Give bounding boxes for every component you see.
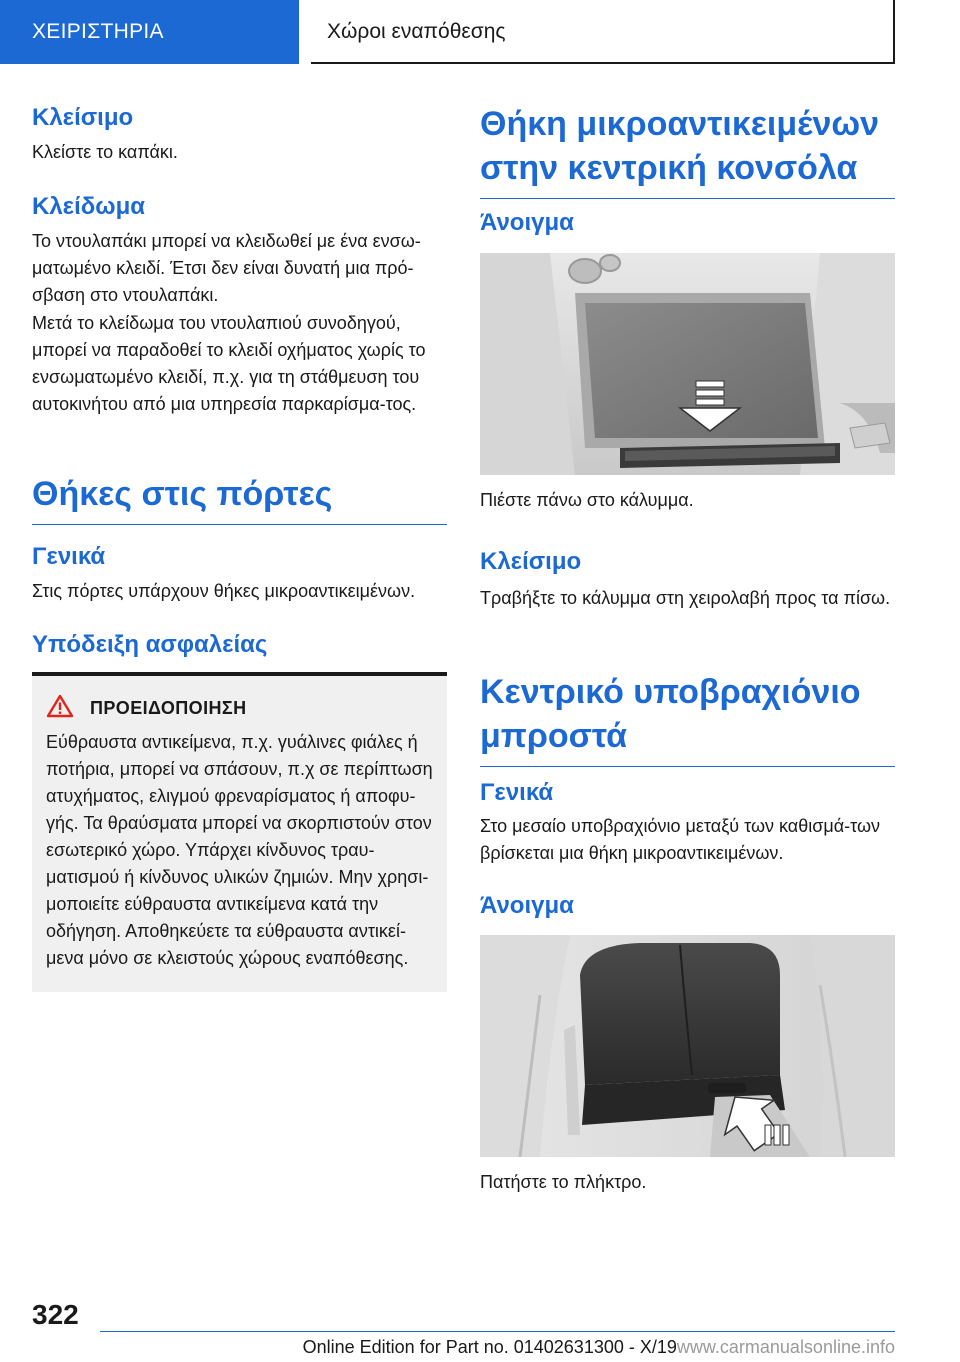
opening-heading: Άνοιγμα — [480, 209, 574, 236]
watermark-text[interactable]: www.carmanualsonline.info — [676, 1337, 895, 1357]
armrest-general-heading: Γενικά — [480, 779, 554, 806]
warning-box — [32, 672, 447, 992]
section-tab: ΧΕΙΡΙΣΤΗΡΙΑ — [0, 0, 299, 64]
armrest-photo — [480, 935, 895, 1157]
footer — [100, 1334, 895, 1360]
doors-general-heading: Γενικά — [32, 543, 106, 570]
console-compartment-heading: Θήκη μικροαντικειμένων στην κεντρική κονσόλα — [480, 102, 895, 199]
warning-text: Εύθραυστα αντικείμενα, π.χ. γυάλινες φιάλες ή ποτήρια, μπορεί να σπάσουν, π.χ σε περίπτωση ατυχήματος, ελιγμού φρεναρίσματος ή αποφυ-γής. Τα θραύσματα μπορεί να σκορπιστούν στον εσωτερικό χώρο. Υπάρχει κίνδυνος τραυ-ματισμού ή κίνδυνος υλικών ζημιών. Μην χρησι-μοποιείτε εύθραυστα αντικείμενα κατά την οδήγηση. Αποθηκεύετε τα εύθραυστα αντικεί-μενα μόνο σε κλειστούς χώρους εναπόθεσης. — [46, 732, 433, 968]
footer-rule — [100, 1331, 895, 1332]
page-number: 322 — [32, 1299, 79, 1330]
door-pockets-heading: Θήκες στις πόρτες — [32, 472, 447, 525]
warning-title: ΠΡΟΕΙΔΟΠΟΙΗΣΗ — [90, 698, 247, 718]
locking-heading: Κλείδωμα — [32, 193, 146, 220]
closing-text: Κλείστε το καπάκι. — [32, 142, 178, 162]
armrest-general-text: Στο μεσαίο υποβραχιόνιο μεταξύ των καθισμά-των βρίσκεται μια θήκη μικροαντικειμένων. — [480, 816, 880, 863]
opening2-caption: Πατήστε το πλήκτρο. — [480, 1172, 647, 1192]
doors-general-text: Στις πόρτες υπάρχουν θήκες μικροαντικειμένων. — [32, 581, 416, 601]
edition-text: Online Edition for Part no. 01402631300 - X/19 — [302, 1337, 677, 1357]
armrest-heading: Κεντρικό υποβραχιόνιο μπροστά — [480, 670, 895, 767]
console-compartment-photo — [480, 253, 895, 475]
warning-icon — [46, 694, 74, 723]
right-closing-heading: Κλείσιμο — [480, 548, 582, 575]
chapter-title: Χώροι εναπόθεσης — [311, 0, 895, 64]
opening-caption: Πιέστε πάνω στο κάλυμμα. — [480, 490, 694, 510]
opening2-heading: Άνοιγμα — [480, 892, 574, 919]
locking-text-2: Μετά το κλείδωμα του ντουλαπιού συνοδηγού, μπορεί να παραδοθεί το κλειδί οχήματος χωρίς το ενσωματωμένο κλειδί, π.χ. για τη στάθμευση του αυτοκινήτου από μια υπηρεσία παρκαρίσμα-τος. — [32, 313, 426, 414]
safety-heading: Υπόδειξη ασφαλείας — [32, 631, 268, 658]
locking-text-1: Το ντουλαπάκι μπορεί να κλειδωθεί με ένα ενσω-ματωμένο κλειδί. Έτσι δεν είναι δυνατή μια πρό-σβαση στο ντουλαπάκι. — [32, 231, 421, 305]
right-closing-text: Τραβήξτε το κάλυμμα στη χειρολαβή προς τα πίσω. — [480, 588, 891, 608]
closing-heading: Κλείσιμο — [32, 104, 134, 131]
